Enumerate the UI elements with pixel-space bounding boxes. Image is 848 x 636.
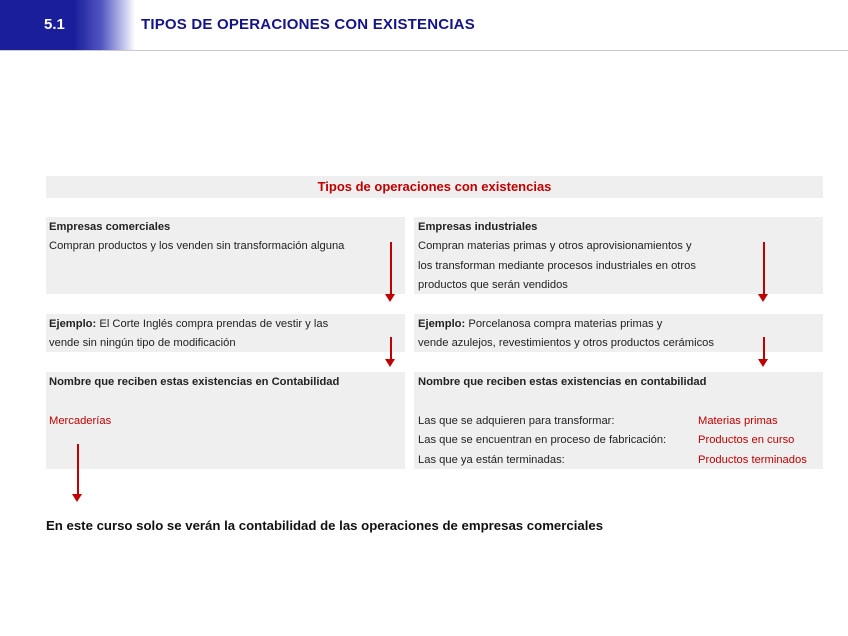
comerciales-name-value: Mercaderías (49, 415, 112, 427)
industriales-description-line1: Compran materias primas y otros aprovisionamientos y (418, 240, 692, 252)
industriales-example-line2: vende azulejos, revestimientos y otros productos cerámicos (418, 337, 714, 349)
page-title: TIPOS DE OPERACIONES CON EXISTENCIAS (141, 16, 475, 33)
comerciales-description: Compran productos y los venden sin transformación alguna (49, 240, 345, 252)
footer-note: En este curso solo se verán la contabilidad de las operaciones de empresas comerciales (46, 518, 604, 533)
industriales-example-label: Ejemplo: (418, 318, 466, 330)
industriales-row-value: Productos terminados (698, 454, 807, 466)
industriales-name-heading: Nombre que reciben estas existencias en contabilidad (418, 376, 707, 388)
section-number: 5.1 (44, 16, 65, 33)
down-arrow-icon (72, 444, 83, 502)
header-bar (0, 0, 848, 51)
comerciales-heading: Empresas comerciales (49, 221, 171, 233)
industriales-description-line2: los transforman mediante procesos industriales en otros (418, 260, 696, 272)
comerciales-example-label: Ejemplo: (49, 318, 97, 330)
down-arrow-icon (385, 337, 396, 367)
section-badge (0, 0, 135, 50)
down-arrow-icon (385, 242, 396, 302)
industriales-example-text: Porcelanosa compra materias primas y (465, 318, 663, 330)
down-arrow-icon (758, 242, 769, 302)
industriales-row-label: Las que ya están terminadas: (418, 454, 565, 466)
comerciales-example-line1 (49, 315, 328, 334)
industriales-description-line3: productos que serán vendidos (418, 279, 568, 291)
comerciales-name-heading: Nombre que reciben estas existencias en Contabilidad (49, 376, 340, 388)
industriales-row-value: Materias primas (698, 415, 778, 427)
panel-title: Tipos de operaciones con existencias (317, 179, 552, 194)
comerciales-example-text: El Corte Inglés compra prendas de vestir y las (96, 318, 329, 330)
industriales-row-value: Productos en curso (698, 434, 795, 446)
industriales-heading: Empresas industriales (418, 221, 538, 233)
industriales-row-label: Las que se adquieren para transformar: (418, 415, 615, 427)
industriales-row-label: Las que se encuentran en proceso de fabricación: (418, 434, 667, 446)
down-arrow-icon (758, 337, 769, 367)
comerciales-example-line2: vende sin ningún tipo de modificación (49, 337, 236, 349)
industriales-example-line1 (418, 315, 662, 334)
